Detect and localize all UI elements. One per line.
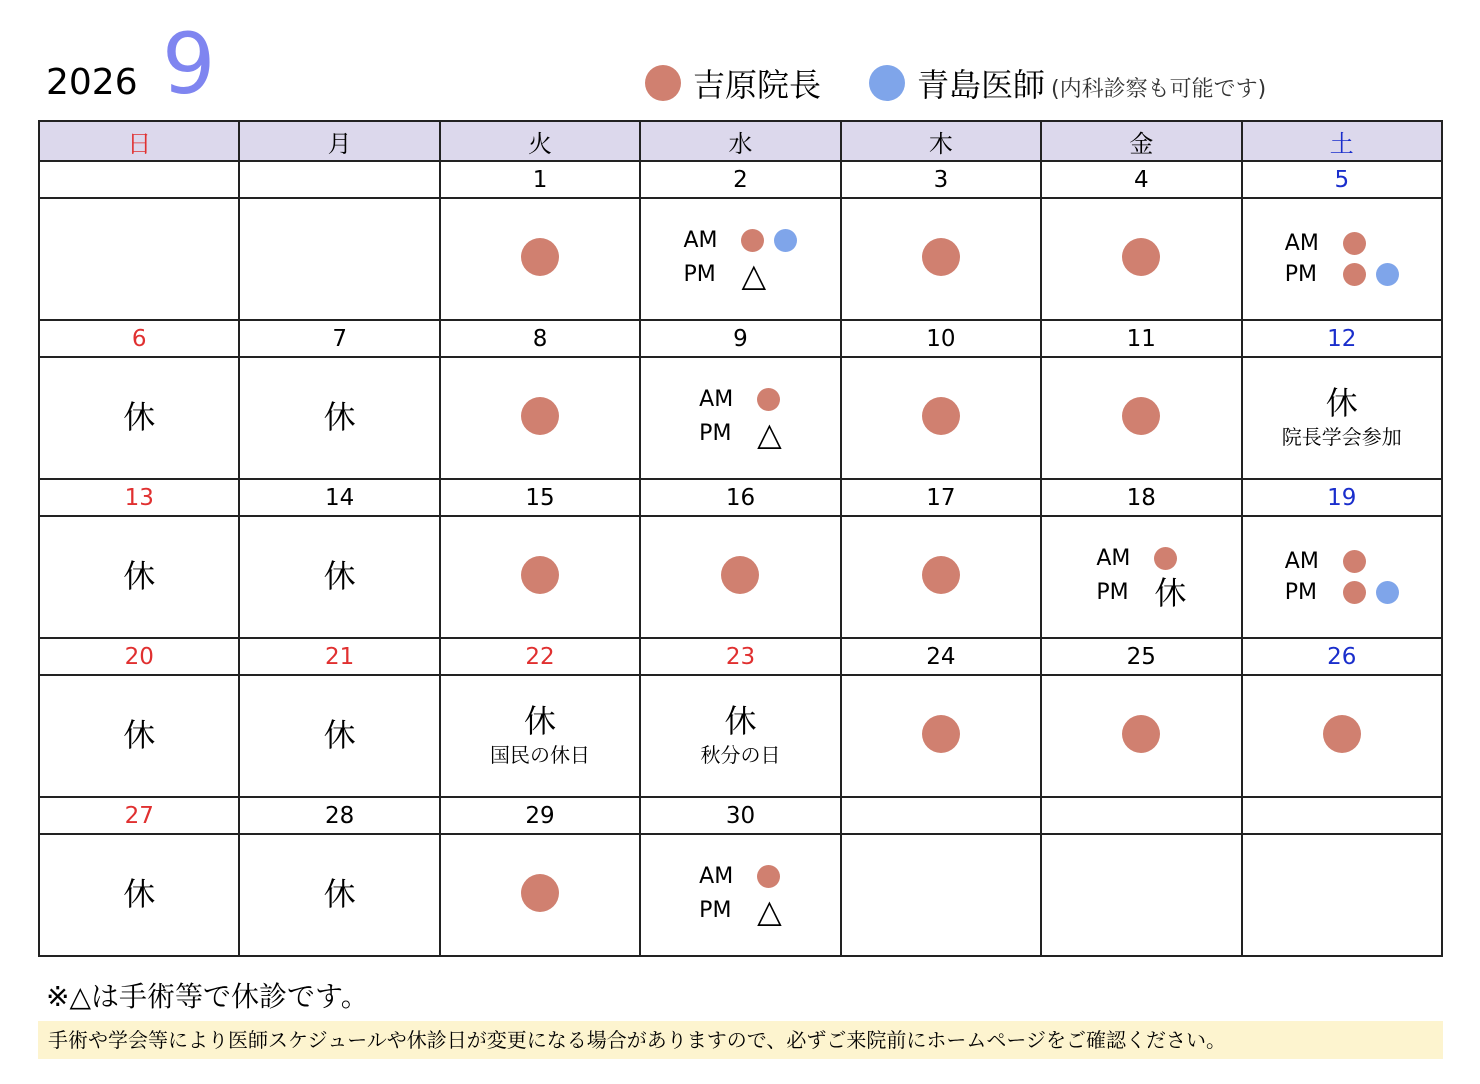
closed-label: 休 [123, 398, 156, 437]
schedule-cell [1041, 675, 1241, 797]
closed-reason: 院長学会参加 [1281, 425, 1402, 450]
am-row [699, 864, 782, 889]
date-cell: 2 [640, 161, 840, 198]
am-label: AM [699, 863, 734, 889]
am-label: AM [1284, 549, 1319, 574]
schedule-cell [39, 357, 239, 479]
schedule-row [39, 198, 1442, 320]
pm-label: PM [1284, 580, 1318, 605]
doctor-dot-icon [1376, 263, 1399, 286]
director-dot-icon [1122, 715, 1160, 753]
doctor-dot-icon [774, 229, 797, 252]
year-label: 2026 [46, 62, 138, 103]
schedule-cell [1242, 516, 1442, 638]
schedule-cell [1242, 675, 1442, 797]
schedule-cell [440, 675, 640, 797]
closed-reason: 国民の休日 [490, 743, 591, 768]
date-row [39, 797, 1442, 834]
director-dot-icon [1154, 547, 1177, 570]
closed-label: 休 [123, 875, 156, 914]
schedule-cell [841, 198, 1041, 320]
schedule-cell [1242, 198, 1442, 320]
closed-label: 休 [323, 716, 356, 755]
date-row [39, 479, 1442, 516]
weekday-sun: 日 [39, 121, 239, 161]
pm-label: PM [683, 262, 716, 287]
director-dot-icon [922, 397, 960, 435]
date-cell: 13 [39, 479, 239, 516]
ampm-schedule [1285, 543, 1399, 611]
ampm-schedule [1096, 540, 1186, 615]
schedule-cell [39, 834, 239, 956]
schedule-cell [39, 198, 239, 320]
schedule-cell [841, 675, 1041, 797]
weekday-sat: 土 [1242, 121, 1442, 161]
schedule-cell [640, 198, 840, 320]
closed-label: 休 [323, 398, 356, 437]
pm-row [1096, 573, 1187, 612]
director-dot-icon [645, 65, 681, 101]
closed-label: 休 [323, 557, 356, 596]
am-row [1096, 546, 1186, 571]
date-cell: 18 [1041, 479, 1241, 516]
schedule-cell [841, 516, 1041, 638]
date-cell: 9 [640, 320, 840, 357]
director-dot-icon [1323, 715, 1361, 753]
schedule-row [39, 357, 1442, 479]
date-cell: 24 [841, 638, 1041, 675]
date-cell: 3 [841, 161, 1041, 198]
date-cell: 5 [1242, 161, 1442, 198]
date-cell: 4 [1041, 161, 1241, 198]
director-dot-icon [1343, 550, 1366, 573]
ampm-schedule [699, 381, 782, 456]
closed-label: 休 [1325, 383, 1358, 422]
weekday-header-row [39, 121, 1442, 161]
pm-label: PM [699, 898, 732, 923]
schedule-cell [39, 675, 239, 797]
date-cell [239, 161, 439, 198]
date-cell: 1 [440, 161, 640, 198]
director-dot-icon [741, 229, 764, 252]
date-cell: 11 [1041, 320, 1241, 357]
triangle-icon: △ [741, 255, 767, 294]
legend-doctor-note: (内科診察も可能です) [1051, 76, 1267, 102]
date-cell: 22 [440, 638, 640, 675]
am-row [1285, 231, 1399, 256]
weekday-wed: 水 [640, 121, 840, 161]
date-cell [841, 797, 1041, 834]
date-cell: 23 [640, 638, 840, 675]
date-cell: 27 [39, 797, 239, 834]
director-dot-icon [521, 238, 559, 276]
schedule-cell [1041, 516, 1241, 638]
date-cell: 8 [440, 320, 640, 357]
am-row [1285, 549, 1399, 574]
weekday-fri: 金 [1041, 121, 1241, 161]
date-row [39, 320, 1442, 357]
date-cell: 12 [1242, 320, 1442, 357]
schedule-cell [239, 357, 439, 479]
am-label: AM [683, 227, 718, 253]
date-cell [1242, 797, 1442, 834]
director-dot-icon [521, 397, 559, 435]
legend-director-name: 吉原院長 [693, 66, 822, 104]
date-cell: 19 [1242, 479, 1442, 516]
schedule-cell [841, 834, 1041, 956]
doctor-dot-icon [1376, 581, 1399, 604]
triangle-icon: △ [757, 414, 782, 453]
schedule-cell [239, 198, 439, 320]
closed-label: 休 [524, 701, 557, 740]
pm-row [1285, 262, 1399, 287]
schedule-cell [640, 357, 840, 479]
schedule-row [39, 516, 1442, 638]
date-cell: 10 [841, 320, 1041, 357]
director-dot-icon [521, 556, 559, 594]
date-cell: 28 [239, 797, 439, 834]
date-cell [1041, 797, 1241, 834]
am-label: AM [699, 386, 734, 412]
weekday-thu: 木 [841, 121, 1041, 161]
am-row [699, 387, 782, 412]
date-cell: 16 [640, 479, 840, 516]
schedule-change-banner: 手術や学会等により医師スケジュールや休診日が変更になる場合がありますので、必ずご来院前にホームページをご確認ください。 [38, 1021, 1443, 1059]
triangle-icon: △ [757, 891, 782, 930]
closed-label: 休 [123, 557, 156, 596]
pm-row [683, 255, 797, 294]
legend-doctor [869, 60, 1266, 106]
date-cell [39, 161, 239, 198]
schedule-row [39, 834, 1442, 956]
schedule-cell [841, 357, 1041, 479]
weekday-mon: 月 [239, 121, 439, 161]
closed-label: 休 [724, 701, 757, 740]
date-cell: 17 [841, 479, 1041, 516]
closed-label: 休 [323, 875, 356, 914]
pm-row [699, 414, 782, 453]
ampm-schedule [699, 858, 782, 933]
pm-row [1285, 580, 1399, 605]
schedule-cell [640, 516, 840, 638]
date-cell: 25 [1041, 638, 1241, 675]
am-label: AM [1096, 545, 1131, 571]
date-cell: 7 [239, 320, 439, 357]
pm-row [699, 891, 782, 930]
date-row [39, 638, 1442, 675]
legend-doctor-name: 青島医師 [917, 66, 1046, 104]
pm-label: PM [1284, 262, 1318, 287]
date-row [39, 161, 1442, 198]
am-row [683, 228, 797, 253]
closed-label: 休 [123, 716, 156, 755]
schedule-cell [239, 834, 439, 956]
director-dot-icon [1343, 263, 1366, 286]
schedule-cell [239, 675, 439, 797]
ampm-schedule [683, 222, 797, 297]
director-dot-icon [922, 556, 960, 594]
weekday-tue: 火 [440, 121, 640, 161]
doctor-dot-icon [869, 65, 905, 101]
am-label: AM [1284, 231, 1319, 256]
triangle-note: ※△は手術等で休診です。 [46, 980, 369, 1013]
schedule-cell [1242, 834, 1442, 956]
date-cell: 14 [239, 479, 439, 516]
schedule-cell [440, 198, 640, 320]
schedule-cell [1041, 198, 1241, 320]
calendar-table [38, 120, 1443, 957]
schedule-cell [1242, 357, 1442, 479]
ampm-schedule [1285, 225, 1399, 293]
schedule-cell [440, 516, 640, 638]
director-dot-icon [1122, 238, 1160, 276]
pm-label: PM [699, 421, 732, 446]
director-dot-icon [922, 238, 960, 276]
director-dot-icon [721, 556, 759, 594]
director-dot-icon [1343, 581, 1366, 604]
closed-reason: 秋分の日 [700, 743, 781, 768]
closed-label: 休 [1154, 573, 1187, 612]
month-label: 9 [162, 15, 216, 113]
date-cell: 29 [440, 797, 640, 834]
director-dot-icon [922, 715, 960, 753]
schedule-cell [1041, 834, 1241, 956]
schedule-row [39, 675, 1442, 797]
schedule-cell [239, 516, 439, 638]
director-dot-icon [1343, 232, 1366, 255]
date-cell: 30 [640, 797, 840, 834]
director-dot-icon [757, 865, 780, 888]
date-cell: 6 [39, 320, 239, 357]
date-cell: 21 [239, 638, 439, 675]
director-dot-icon [521, 874, 559, 912]
director-dot-icon [757, 388, 780, 411]
director-dot-icon [1122, 397, 1160, 435]
schedule-cell [1041, 357, 1241, 479]
schedule-cell [440, 357, 640, 479]
schedule-cell [640, 834, 840, 956]
pm-label: PM [1096, 580, 1129, 605]
schedule-cell [440, 834, 640, 956]
schedule-cell [640, 675, 840, 797]
date-cell: 26 [1242, 638, 1442, 675]
date-cell: 15 [440, 479, 640, 516]
date-cell: 20 [39, 638, 239, 675]
schedule-cell [39, 516, 239, 638]
legend-director [645, 60, 821, 106]
